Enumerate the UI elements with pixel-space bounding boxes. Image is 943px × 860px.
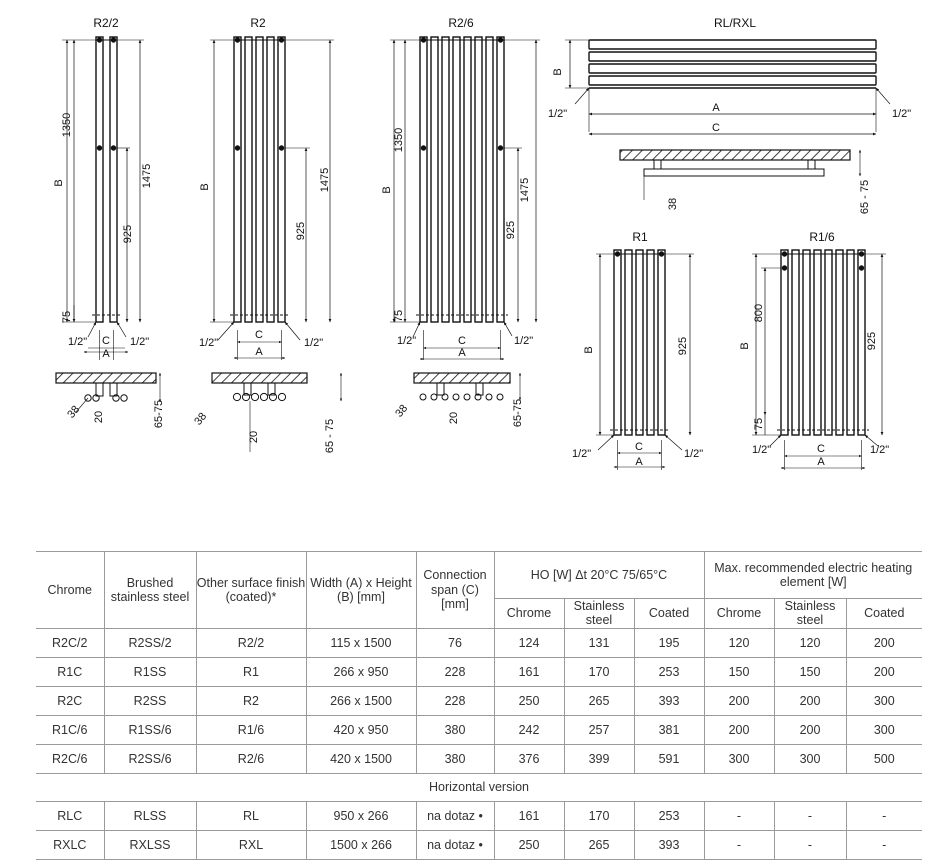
dim-width-r2-2: A — [102, 348, 110, 360]
spec-table — [36, 551, 922, 860]
table-row — [36, 801, 922, 830]
dim-75-r1-6: 75 — [753, 417, 765, 431]
cell-brushed: R1SS/6 — [104, 715, 196, 744]
cell-brushed: RXLSS — [104, 830, 196, 859]
subheader-heater-chrome: Chrome — [704, 599, 774, 629]
dim-width-rl: A — [712, 102, 720, 114]
cell-ho-steel: 131 — [564, 628, 634, 657]
dim-height-r2-2: B — [53, 179, 65, 187]
cell-brushed: R1SS — [104, 657, 196, 686]
col-header-size: Width (A) x Height (B) [mm] — [306, 552, 416, 629]
cell-size: 266 x 1500 — [306, 686, 416, 715]
cell-span: 228 — [416, 657, 494, 686]
cell-span: na dotaz • — [416, 830, 494, 859]
thread-right-r1-6: 1/2" — [870, 444, 890, 456]
cell-brushed: R2SS — [104, 686, 196, 715]
cell-chrome: R2C — [36, 686, 104, 715]
dim-d38-r2: 38 — [192, 410, 210, 428]
cell-el-coated: - — [846, 801, 922, 830]
col-header-brushed: Brushed stainless steel — [104, 552, 196, 629]
horizontal-rows — [36, 801, 922, 859]
cell-size: 115 x 1500 — [306, 628, 416, 657]
dim-span-r2: C — [255, 329, 263, 341]
thread-right-r2-2: 1/2" — [130, 336, 150, 348]
dim-d38-r2-6: 38 — [393, 402, 411, 420]
cell-el-chrome: - — [704, 830, 774, 859]
cell-ho-coated: 195 — [634, 628, 704, 657]
dim-d38-rl: 38 — [667, 197, 679, 211]
cell-ho-steel: 170 — [564, 657, 634, 686]
dim-1475-r2-2: 1475 — [141, 163, 153, 189]
drawing-title-rl-rxl: RL/RXL — [713, 16, 757, 30]
cell-other: R2/6 — [196, 744, 306, 773]
dim-1350-r2-2: 1350 — [61, 112, 73, 138]
dim-depth-r2-2: 65-75 — [153, 399, 165, 429]
dim-d38-r2-2: 38 — [65, 403, 83, 421]
drawing-r2-2 — [53, 16, 165, 428]
thread-right-r1: 1/2" — [684, 448, 704, 460]
cell-el-steel: 300 — [774, 744, 846, 773]
subheader-output-coated: Coated — [634, 599, 704, 629]
cell-size: 1500 x 266 — [306, 830, 416, 859]
cell-span: 228 — [416, 686, 494, 715]
thread-right-r2: 1/2" — [304, 337, 324, 349]
cell-span: 380 — [416, 715, 494, 744]
cell-el-chrome: - — [704, 801, 774, 830]
cell-ho-chrome: 161 — [494, 657, 564, 686]
dim-1475-r2-6: 1475 — [519, 177, 531, 203]
drawing-r1-6 — [739, 230, 889, 470]
cell-el-steel: 200 — [774, 686, 846, 715]
thread-left-r2-2: 1/2" — [68, 336, 88, 348]
cell-other: RL — [196, 801, 306, 830]
cell-ho-coated: 253 — [634, 801, 704, 830]
cell-other: R1/6 — [196, 715, 306, 744]
cell-el-steel: 200 — [774, 715, 846, 744]
cell-ho-chrome: 124 — [494, 628, 564, 657]
cell-el-steel: - — [774, 801, 846, 830]
dim-d20-r2: 20 — [248, 430, 260, 444]
cell-other: R1 — [196, 657, 306, 686]
cell-span: 76 — [416, 628, 494, 657]
cell-el-coated: 300 — [846, 715, 922, 744]
cell-size: 950 x 266 — [306, 801, 416, 830]
dim-depth-r2: 65 - 75 — [324, 418, 336, 454]
cell-brushed: R2SS/2 — [104, 628, 196, 657]
col-header-other-finish: Other surface finish (coated)* — [196, 552, 306, 629]
cell-other: RXL — [196, 830, 306, 859]
table-row — [36, 686, 922, 715]
cell-ho-coated: 393 — [634, 830, 704, 859]
thread-left-r2-6: 1/2" — [397, 335, 417, 347]
dim-1475-r2: 1475 — [319, 167, 331, 193]
dim-height-r2: B — [199, 183, 211, 191]
cell-ho-coated: 393 — [634, 686, 704, 715]
table-row — [36, 628, 922, 657]
drawing-title-r1: R1 — [632, 230, 648, 244]
dim-width-r1: A — [635, 456, 643, 468]
dim-d20-r2-6: 20 — [448, 411, 460, 425]
cell-ho-steel: 399 — [564, 744, 634, 773]
table-row — [36, 715, 922, 744]
cell-brushed: RLSS — [104, 801, 196, 830]
dim-925-r2-6: 925 — [505, 220, 517, 240]
dim-width-r2: A — [255, 346, 263, 358]
thread-left-rl: 1/2" — [548, 108, 568, 120]
cell-ho-steel: 265 — [564, 830, 634, 859]
cell-ho-steel: 257 — [564, 715, 634, 744]
cell-span: 380 — [416, 744, 494, 773]
drawing-title-r2-6: R2/6 — [448, 16, 474, 30]
cell-el-chrome: 200 — [704, 686, 774, 715]
thread-right-r2-6: 1/2" — [514, 335, 534, 347]
subheader-heater-steel: Stainless steel — [774, 599, 846, 629]
cell-ho-chrome: 376 — [494, 744, 564, 773]
cell-el-chrome: 120 — [704, 628, 774, 657]
cell-el-coated: 200 — [846, 628, 922, 657]
cell-ho-chrome: 242 — [494, 715, 564, 744]
drawing-r2-6 — [381, 16, 540, 427]
thread-left-r2: 1/2" — [199, 337, 219, 349]
cell-el-steel: 150 — [774, 657, 846, 686]
section-horizontal-version: Horizontal version — [36, 773, 922, 801]
cell-size: 420 x 1500 — [306, 744, 416, 773]
dim-span-r1: C — [635, 441, 643, 453]
drawing-title-r2-2: R2/2 — [93, 16, 119, 30]
cell-ho-steel: 265 — [564, 686, 634, 715]
vertical-rows — [36, 628, 922, 773]
dim-span-rl: C — [712, 122, 720, 134]
cell-ho-steel: 170 — [564, 801, 634, 830]
cell-other: R2/2 — [196, 628, 306, 657]
thread-left-r1-6: 1/2" — [752, 444, 772, 456]
dim-925-r1: 925 — [677, 336, 689, 356]
drawing-rl-rxl — [548, 16, 911, 214]
cell-ho-chrome: 250 — [494, 686, 564, 715]
dim-75-r2-2: 75 — [61, 310, 73, 324]
dim-d20-r2-2: 20 — [93, 410, 105, 424]
cell-el-chrome: 150 — [704, 657, 774, 686]
cell-el-coated: - — [846, 830, 922, 859]
drawing-title-r2: R2 — [250, 16, 266, 30]
subheader-output-chrome: Chrome — [494, 599, 564, 629]
cell-ho-chrome: 161 — [494, 801, 564, 830]
table-row — [36, 657, 922, 686]
cell-span: na dotaz • — [416, 801, 494, 830]
cell-ho-coated: 381 — [634, 715, 704, 744]
cell-size: 420 x 950 — [306, 715, 416, 744]
dim-925-r2: 925 — [295, 221, 307, 241]
dim-height-r1: B — [583, 346, 595, 354]
dim-span-r1-6: C — [817, 443, 825, 455]
subheader-heater-coated: Coated — [846, 599, 922, 629]
cell-el-coated: 200 — [846, 657, 922, 686]
thread-right-rl: 1/2" — [892, 108, 912, 120]
drawing-r2 — [192, 16, 341, 453]
cell-el-chrome: 200 — [704, 715, 774, 744]
dim-height-rl: B — [552, 68, 564, 76]
col-header-chrome: Chrome — [36, 552, 104, 629]
dim-span-r2-2: C — [102, 335, 110, 347]
drawing-r1 — [572, 230, 703, 470]
dim-800-r1-6: 800 — [753, 303, 765, 323]
dim-width-r1-6: A — [817, 456, 825, 468]
cell-chrome: RLC — [36, 801, 104, 830]
cell-brushed: R2SS/6 — [104, 744, 196, 773]
cell-chrome: R2C/2 — [36, 628, 104, 657]
dim-depth-r2-6: 65-75 — [512, 398, 524, 428]
cell-ho-coated: 591 — [634, 744, 704, 773]
cell-other: R2 — [196, 686, 306, 715]
col-header-span: Connection span (C) [mm] — [416, 552, 494, 629]
col-header-heater: Max. recommended electric heating element [W] — [704, 552, 922, 599]
cell-el-chrome: 300 — [704, 744, 774, 773]
dim-1350-r2-6: 1350 — [393, 127, 405, 153]
dim-depth-rl: 65 - 75 — [859, 179, 871, 215]
dim-width-r2-6: A — [458, 347, 466, 359]
drawing-title-r1-6: R1/6 — [809, 230, 835, 244]
dim-span-r2-6: C — [458, 335, 466, 347]
dim-height-r1-6: B — [739, 342, 751, 350]
thread-left-r1: 1/2" — [572, 448, 592, 460]
dim-height-r2-6: B — [381, 186, 393, 194]
cell-ho-chrome: 250 — [494, 830, 564, 859]
cell-chrome: R1C — [36, 657, 104, 686]
cell-chrome: RXLC — [36, 830, 104, 859]
cell-el-coated: 300 — [846, 686, 922, 715]
cell-el-steel: 120 — [774, 628, 846, 657]
dim-925-r1-6: 925 — [866, 331, 878, 351]
cell-el-coated: 500 — [846, 744, 922, 773]
cell-size: 266 x 950 — [306, 657, 416, 686]
dim-925-r2-2: 925 — [122, 224, 134, 244]
table-row — [36, 744, 922, 773]
cell-chrome: R1C/6 — [36, 715, 104, 744]
dim-75-r2-6: 75 — [393, 309, 405, 323]
cell-ho-coated: 253 — [634, 657, 704, 686]
col-header-output: HO [W] Δt 20°C 75/65°C — [494, 552, 704, 599]
cell-chrome: R2C/6 — [36, 744, 104, 773]
subheader-output-steel: Stainless steel — [564, 599, 634, 629]
cell-el-steel: - — [774, 830, 846, 859]
